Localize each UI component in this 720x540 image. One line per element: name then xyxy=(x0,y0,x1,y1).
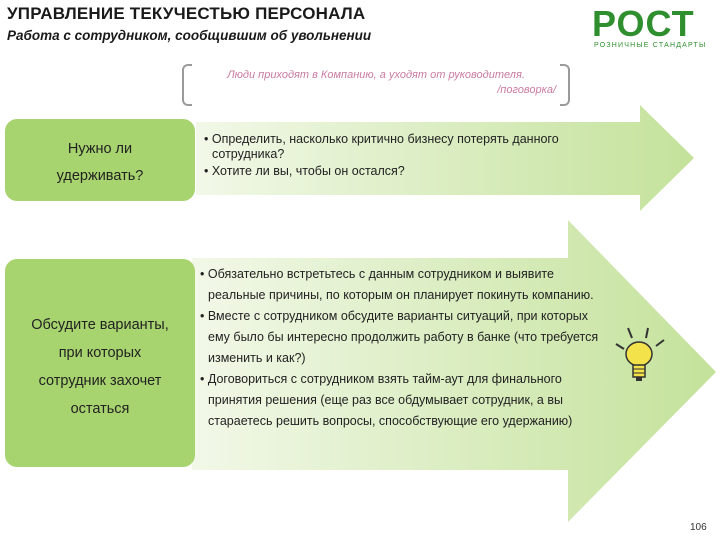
lightbulb-icon xyxy=(606,322,676,388)
page-number: 106 xyxy=(690,522,707,533)
box-line: остаться xyxy=(70,401,130,417)
box-line: Нужно ли xyxy=(67,141,133,157)
box-line: удерживать? xyxy=(56,168,144,184)
list-item: • Хотите ли вы, чтобы он остался? xyxy=(204,164,405,178)
box-discuss-options xyxy=(5,259,195,467)
page-subtitle: Работа с сотрудником, сообщившим об увольнении xyxy=(7,28,372,43)
logo-word: РОСТ xyxy=(592,3,695,44)
list-item: • Обязательно встретьтесь с данным сотрудником и выявите реальные причины, по которым он планирует покинуть компанию. xyxy=(200,267,594,302)
quote-source: /поговорка/ xyxy=(497,84,556,96)
list-item: • Определить, насколько критично бизнесу потерять данного сотрудника? xyxy=(204,132,559,161)
list-item: • Вместе с сотрудником обсудите варианты ситуаций, при которых ему было бы интересно продолжить работу в банке (что требуется изменить и как?) xyxy=(200,309,599,365)
list-item: • Договориться с сотрудником взять тайм-аут для финального принятия решения (еще раз все обдумывает сотрудник, а вы стараетесь решить вопросы, способствующие его удержанию) xyxy=(200,372,573,428)
box-line: сотрудник захочет xyxy=(38,373,162,389)
bullets-section-1 xyxy=(204,132,624,181)
box-line: Обсудите варианты, xyxy=(31,317,169,333)
box-line: при которых xyxy=(58,345,142,361)
box-retain-question xyxy=(5,119,195,201)
quote-line: Люди приходят в Компанию, а уходят от руководителя. xyxy=(227,69,525,81)
bullets-section-2 xyxy=(200,264,600,432)
page-title: УПРАВЛЕНИЕ ТЕКУЧЕСТЬЮ ПЕРСОНАЛА xyxy=(7,4,366,23)
logo-tagline: РОЗНИЧНЫЕ СТАНДАРТЫ xyxy=(594,42,707,49)
